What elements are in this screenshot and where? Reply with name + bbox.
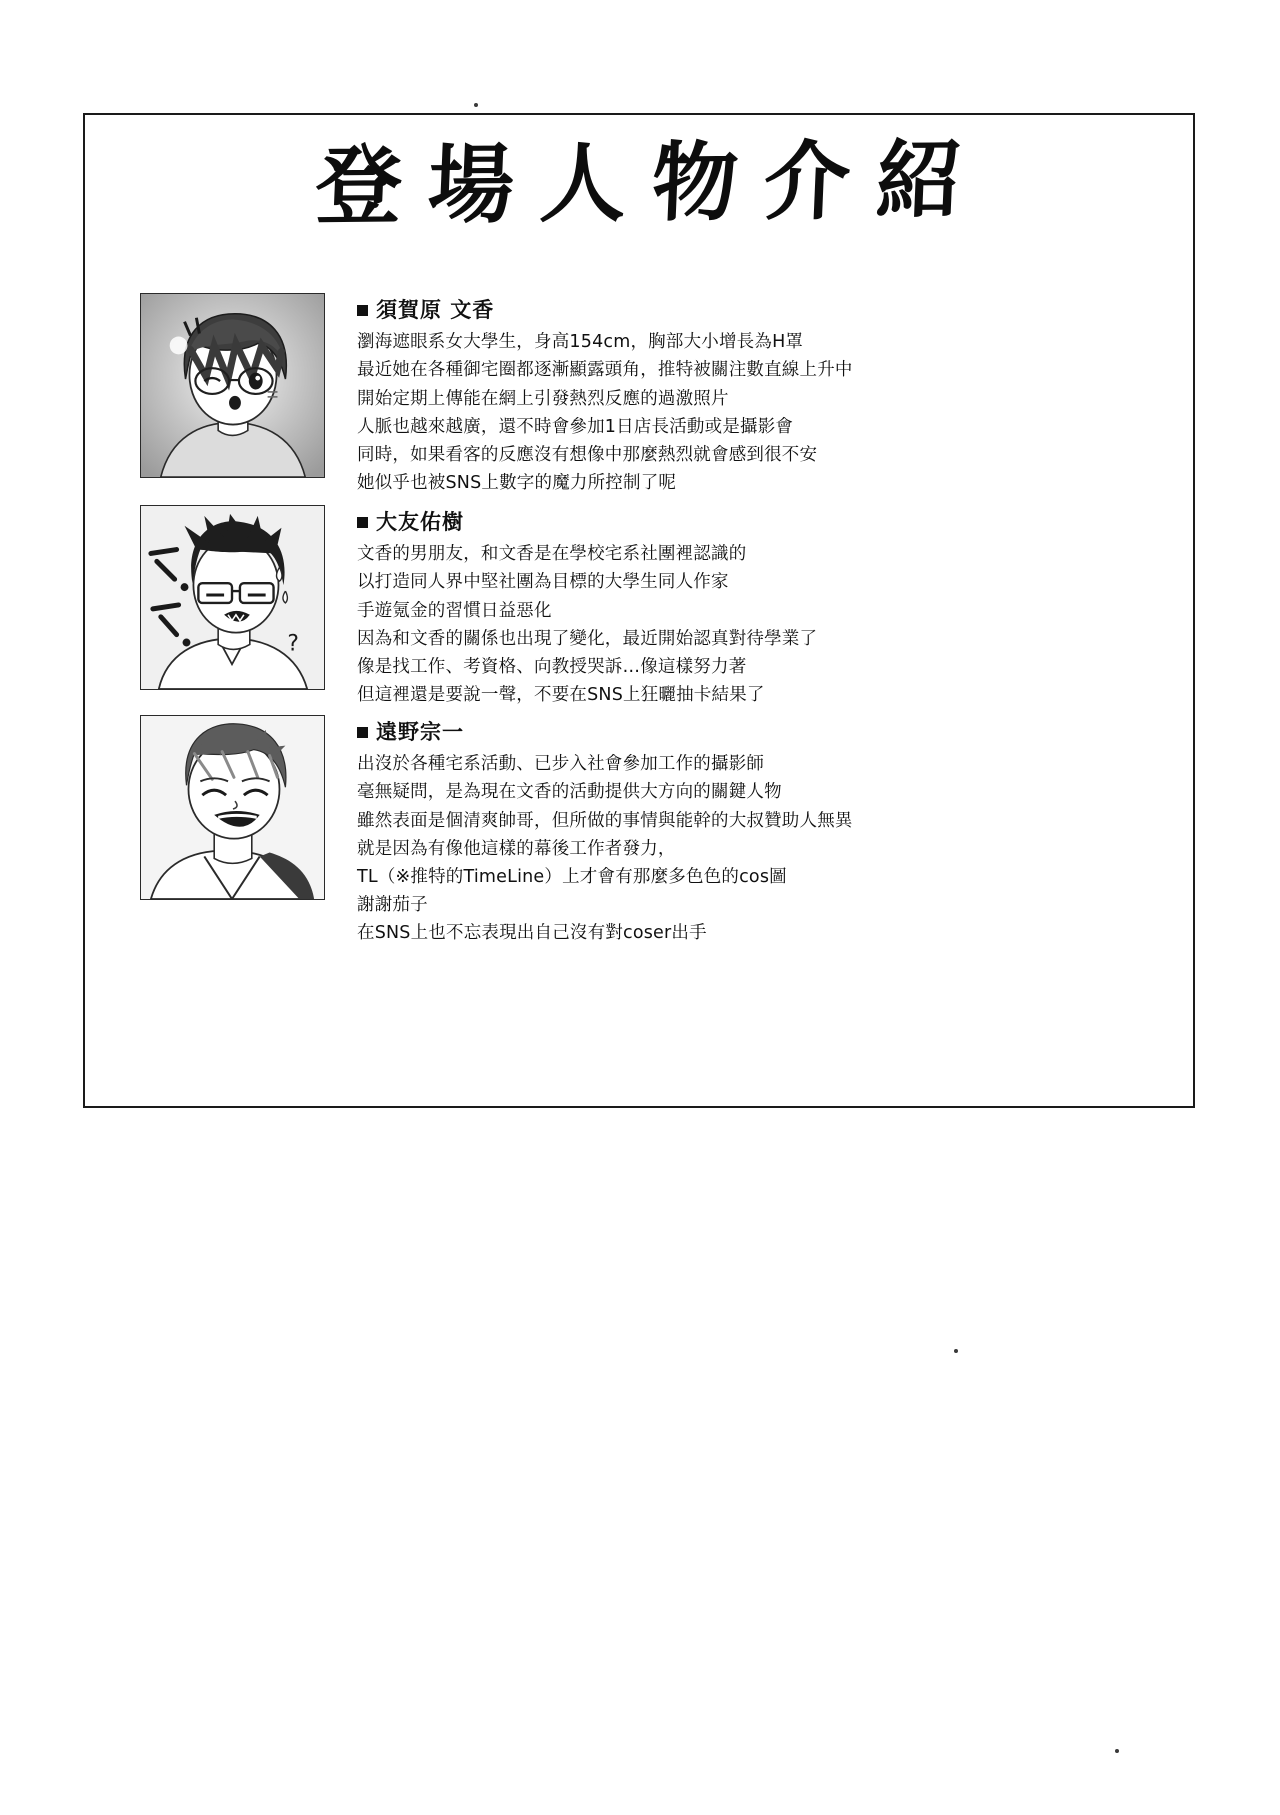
character-name: 大友佑樹	[357, 509, 1140, 535]
description-line: 雖然表面是個清爽帥哥，但所做的事情與能幹的大叔贊助人無異	[357, 810, 853, 831]
character-description	[357, 750, 1140, 947]
description-line: 就是因為有像他這樣的幕後工作者發力，	[357, 838, 676, 859]
description-line: 以打造同人界中堅社團為目標的大學生同人作家	[357, 572, 729, 593]
description-line: 像是找工作、考資格、向教授哭訴…像這樣努力著	[357, 656, 747, 677]
description-line: 但這裡還是要說一聲，不要在SNS上狂曬抽卡結果了	[357, 685, 765, 706]
description-line: 因為和文香的關係也出現了變化，最近開始認真對待學業了	[357, 628, 818, 649]
bullet-square-icon	[357, 305, 368, 316]
character-info	[357, 505, 1140, 709]
svg-text:?: ?	[287, 631, 299, 657]
character-portrait-souichi	[140, 715, 325, 900]
scan-speck	[474, 103, 478, 107]
character-entry	[140, 715, 1140, 947]
character-portrait-fumika	[140, 293, 325, 478]
description-line: 同時，如果看客的反應沒有想像中那麼熱烈就會感到很不安	[357, 444, 818, 465]
description-line: 在SNS上也不忘表現出自己沒有對coser出手	[357, 923, 707, 944]
description-line: 人脈也越來越廣，還不時會參加1日店長活動或是攝影會	[357, 416, 794, 437]
character-info	[357, 293, 1140, 497]
description-line: 毫無疑問，是為現在文香的活動提供大方向的關鍵人物	[357, 782, 782, 803]
description-line: 謝謝茄子	[357, 895, 428, 916]
scan-speck	[954, 1349, 958, 1353]
character-name: 遠野宗一	[357, 719, 1140, 745]
character-name: 須賀原 文香	[357, 297, 1140, 323]
bullet-square-icon	[357, 517, 368, 528]
bullet-square-icon	[357, 727, 368, 738]
description-line: 出沒於各種宅系活動、已步入社會參加工作的攝影師	[357, 754, 765, 775]
character-entry	[140, 505, 1140, 709]
description-line: 她似乎也被SNS上數字的魔力所控制了呢	[357, 473, 677, 494]
scan-speck	[1115, 1749, 1119, 1753]
description-line: 文香的男朋友，和文香是在學校宅系社團裡認識的	[357, 544, 747, 565]
page-title: 登場人物介紹	[313, 129, 991, 238]
character-entry	[140, 293, 1140, 497]
document-page-frame	[83, 113, 1195, 1108]
description-line: TL（※推特的TimeLine）上才會有那麼多色色的cos圖	[357, 866, 787, 887]
description-line: 瀏海遮眼系女大學生，身高154cm，胸部大小增長為H罩	[357, 332, 804, 353]
character-description	[357, 328, 1140, 497]
character-info	[357, 715, 1140, 947]
character-portrait-yuuki	[140, 505, 325, 690]
character-description	[357, 540, 1140, 709]
description-line: 最近她在各種御宅圈都逐漸顯露頭角，推特被關注數直線上升中	[357, 360, 853, 381]
description-line: 開始定期上傳能在網上引發熱烈反應的過激照片	[357, 388, 729, 409]
description-line: 手遊氪金的習慣日益惡化	[357, 600, 552, 621]
